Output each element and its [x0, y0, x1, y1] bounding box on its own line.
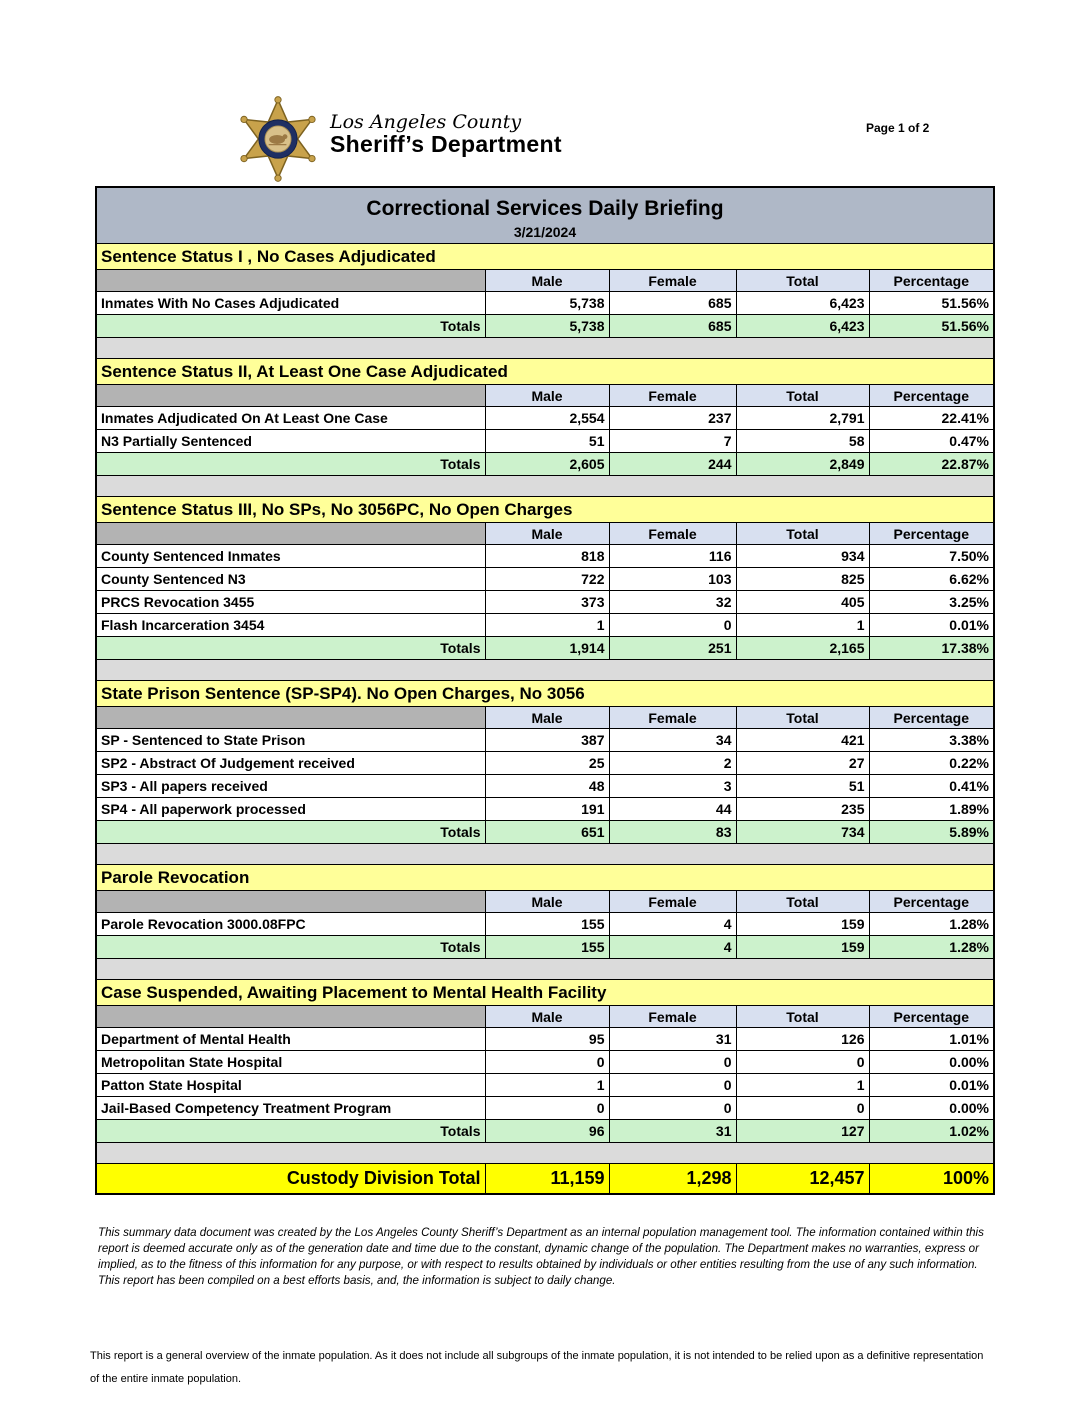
grand-total-total: 12,457 — [736, 1164, 869, 1195]
section-header — [96, 681, 994, 707]
cell-male: 1 — [485, 1074, 609, 1097]
column-header-percentage: Percentage — [869, 891, 994, 913]
cell-female: 237 — [609, 407, 736, 430]
totals-label: Totals — [96, 637, 485, 660]
column-header-corner — [96, 1006, 485, 1028]
grand-total-female: 1,298 — [609, 1164, 736, 1195]
cell-male: 387 — [485, 729, 609, 752]
grand-total-label: Custody Division Total — [96, 1164, 485, 1195]
totals-percentage: 5.89% — [869, 821, 994, 844]
row-label: Metropolitan State Hospital — [96, 1051, 485, 1074]
totals-label: Totals — [96, 1120, 485, 1143]
disclaimer-text: This summary data document was created by the Los Angeles County Sheriff’s Department as an internal population management tool. The information contained within this report is deemed accurate only as of the generation date and time due to the constant, dynamic change of the population. The Department makes no warranties, express or implied, as to the fitness of this information for any purpose, or with respect to results obtained by individuals or other entities resulting from the use of any such information. This report has been compiled on a best efforts basis, and, the information is subject to daily change. — [98, 1226, 984, 1287]
cell-total: 159 — [736, 913, 869, 936]
column-header-percentage: Percentage — [869, 270, 994, 292]
column-header-male: Male — [485, 523, 609, 545]
totals-row — [96, 453, 994, 476]
totals-female: 83 — [609, 821, 736, 844]
totals-label: Totals — [96, 821, 485, 844]
table-row — [96, 614, 994, 637]
totals-male: 651 — [485, 821, 609, 844]
spacer-row — [96, 1143, 994, 1164]
table-row — [96, 591, 994, 614]
totals-label: Totals — [96, 453, 485, 476]
cell-male: 191 — [485, 798, 609, 821]
cell-total: 6,423 — [736, 292, 869, 315]
spacer-cell — [96, 844, 994, 865]
cell-percentage: 0.01% — [869, 614, 994, 637]
cell-percentage: 1.01% — [869, 1028, 994, 1051]
cell-total: 126 — [736, 1028, 869, 1051]
briefing-table — [95, 186, 995, 1195]
table-row — [96, 407, 994, 430]
totals-percentage: 1.02% — [869, 1120, 994, 1143]
row-label: Inmates Adjudicated On At Least One Case — [96, 407, 485, 430]
totals-row — [96, 821, 994, 844]
page-header — [0, 0, 1088, 186]
table-row — [96, 292, 994, 315]
cell-percentage: 3.25% — [869, 591, 994, 614]
totals-male: 1,914 — [485, 637, 609, 660]
cell-total: 0 — [736, 1051, 869, 1074]
column-header-corner — [96, 891, 485, 913]
cell-percentage: 0.41% — [869, 775, 994, 798]
section-header — [96, 244, 994, 270]
column-header-male: Male — [485, 385, 609, 407]
report-title-band — [96, 187, 994, 244]
cell-percentage: 3.38% — [869, 729, 994, 752]
cell-male: 48 — [485, 775, 609, 798]
cell-percentage: 22.41% — [869, 407, 994, 430]
totals-total: 127 — [736, 1120, 869, 1143]
grand-total-male: 11,159 — [485, 1164, 609, 1195]
spacer-cell — [96, 476, 994, 497]
cell-percentage: 0.00% — [869, 1051, 994, 1074]
column-header-row — [96, 385, 994, 407]
cell-total: 0 — [736, 1097, 869, 1120]
cell-female: 7 — [609, 430, 736, 453]
table-row — [96, 729, 994, 752]
cell-total: 27 — [736, 752, 869, 775]
cell-percentage: 51.56% — [869, 292, 994, 315]
cell-total: 825 — [736, 568, 869, 591]
column-header-row — [96, 270, 994, 292]
cell-total: 58 — [736, 430, 869, 453]
totals-total: 6,423 — [736, 315, 869, 338]
cell-total: 51 — [736, 775, 869, 798]
agency-department-line: Sheriff’s Department — [330, 131, 562, 157]
column-header-row — [96, 523, 994, 545]
cell-female: 0 — [609, 1051, 736, 1074]
cell-male: 155 — [485, 913, 609, 936]
column-header-total: Total — [736, 707, 869, 729]
table-row — [96, 1074, 994, 1097]
column-header-row — [96, 891, 994, 913]
row-label: N3 Partially Sentenced — [96, 430, 485, 453]
totals-label: Totals — [96, 936, 485, 959]
row-label: SP - Sentenced to State Prison — [96, 729, 485, 752]
column-header-corner — [96, 523, 485, 545]
totals-female: 251 — [609, 637, 736, 660]
column-header-total: Total — [736, 891, 869, 913]
cell-female: 0 — [609, 1074, 736, 1097]
cell-total: 1 — [736, 614, 869, 637]
totals-total: 734 — [736, 821, 869, 844]
column-header-corner — [96, 707, 485, 729]
column-header-male: Male — [485, 270, 609, 292]
row-label: Department of Mental Health — [96, 1028, 485, 1051]
column-header-row — [96, 707, 994, 729]
cell-female: 103 — [609, 568, 736, 591]
totals-total: 159 — [736, 936, 869, 959]
agency-brand — [236, 96, 562, 187]
spacer-cell — [96, 338, 994, 359]
totals-female: 31 — [609, 1120, 736, 1143]
totals-label: Totals — [96, 315, 485, 338]
cell-percentage: 0.01% — [869, 1074, 994, 1097]
cell-male: 5,738 — [485, 292, 609, 315]
table-row — [96, 752, 994, 775]
table-row — [96, 545, 994, 568]
totals-row — [96, 315, 994, 338]
column-header-male: Male — [485, 707, 609, 729]
section-header — [96, 359, 994, 385]
totals-female: 685 — [609, 315, 736, 338]
cell-female: 0 — [609, 1097, 736, 1120]
row-label: Parole Revocation 3000.08FPC — [96, 913, 485, 936]
totals-male: 5,738 — [485, 315, 609, 338]
cell-total: 2,791 — [736, 407, 869, 430]
cell-female: 32 — [609, 591, 736, 614]
cell-female: 4 — [609, 913, 736, 936]
totals-male: 2,605 — [485, 453, 609, 476]
cell-female: 34 — [609, 729, 736, 752]
column-header-female: Female — [609, 270, 736, 292]
totals-percentage: 51.56% — [869, 315, 994, 338]
column-header-female: Female — [609, 385, 736, 407]
totals-percentage: 17.38% — [869, 637, 994, 660]
section-title: State Prison Sentence (SP-SP4). No Open Charges, No 3056 — [96, 681, 994, 707]
column-header-female: Female — [609, 523, 736, 545]
section-title: Parole Revocation — [96, 865, 994, 891]
cell-total: 421 — [736, 729, 869, 752]
cell-percentage: 0.22% — [869, 752, 994, 775]
cell-female: 44 — [609, 798, 736, 821]
column-header-male: Male — [485, 891, 609, 913]
totals-total: 2,849 — [736, 453, 869, 476]
cell-female: 3 — [609, 775, 736, 798]
cell-percentage: 1.89% — [869, 798, 994, 821]
cell-female: 116 — [609, 545, 736, 568]
cell-total: 235 — [736, 798, 869, 821]
row-label: County Sentenced N3 — [96, 568, 485, 591]
section-title: Sentence Status I , No Cases Adjudicated — [96, 244, 994, 270]
overview-footnote-text: This report is a general overview of the inmate population. As it does not include all subgroups of the inmate population, it is not intended to be relied upon as a definitive representation of the entire inmate population. — [90, 1349, 984, 1386]
table-row — [96, 1028, 994, 1051]
section-header — [96, 865, 994, 891]
spacer-cell — [96, 660, 994, 681]
cell-percentage: 0.00% — [869, 1097, 994, 1120]
cell-female: 31 — [609, 1028, 736, 1051]
report-date: 3/21/2024 — [513, 223, 577, 240]
cell-male: 818 — [485, 545, 609, 568]
section-header — [96, 497, 994, 523]
totals-row — [96, 1120, 994, 1143]
column-header-female: Female — [609, 891, 736, 913]
totals-percentage: 1.28% — [869, 936, 994, 959]
grand-total-percentage: 100% — [869, 1164, 994, 1195]
totals-total: 2,165 — [736, 637, 869, 660]
column-header-percentage: Percentage — [869, 523, 994, 545]
column-header-total: Total — [736, 523, 869, 545]
page-number-label: Page 1 of 2 — [866, 121, 930, 135]
cell-male: 2,554 — [485, 407, 609, 430]
column-header-male: Male — [485, 1006, 609, 1028]
column-header-corner — [96, 385, 485, 407]
cell-percentage: 7.50% — [869, 545, 994, 568]
table-row — [96, 1051, 994, 1074]
table-row — [96, 798, 994, 821]
totals-row — [96, 936, 994, 959]
column-header-total: Total — [736, 1006, 869, 1028]
report-title: Correctional Services Daily Briefing — [366, 196, 724, 220]
cell-male: 373 — [485, 591, 609, 614]
spacer-cell — [96, 1143, 994, 1164]
cell-percentage: 1.28% — [869, 913, 994, 936]
spacer-row — [96, 660, 994, 681]
column-header-corner — [96, 270, 485, 292]
cell-female: 2 — [609, 752, 736, 775]
section-title: Sentence Status III, No SPs, No 3056PC, No Open Charges — [96, 497, 994, 523]
row-label: Inmates With No Cases Adjudicated — [96, 292, 485, 315]
agency-county-line: Los Angeles County — [330, 111, 522, 133]
spacer-row — [96, 844, 994, 865]
cell-male: 1 — [485, 614, 609, 637]
table-row — [96, 568, 994, 591]
section-header — [96, 980, 994, 1006]
row-label: Flash Incarceration 3454 — [96, 614, 485, 637]
totals-male: 155 — [485, 936, 609, 959]
cell-male: 0 — [485, 1051, 609, 1074]
totals-female: 244 — [609, 453, 736, 476]
sheriff-star-badge-icon — [236, 96, 320, 187]
cell-total: 1 — [736, 1074, 869, 1097]
cell-male: 95 — [485, 1028, 609, 1051]
totals-female: 4 — [609, 936, 736, 959]
totals-male: 96 — [485, 1120, 609, 1143]
agency-name — [330, 96, 562, 156]
section-title: Case Suspended, Awaiting Placement to Mental Health Facility — [96, 980, 994, 1006]
spacer-row — [96, 476, 994, 497]
column-header-total: Total — [736, 270, 869, 292]
column-header-female: Female — [609, 707, 736, 729]
column-header-percentage: Percentage — [869, 707, 994, 729]
cell-percentage: 6.62% — [869, 568, 994, 591]
cell-male: 722 — [485, 568, 609, 591]
spacer-cell — [96, 959, 994, 980]
cell-female: 0 — [609, 614, 736, 637]
row-label: County Sentenced Inmates — [96, 545, 485, 568]
grand-total-row — [96, 1164, 994, 1195]
row-label: SP3 - All papers received — [96, 775, 485, 798]
row-label: SP2 - Abstract Of Judgement received — [96, 752, 485, 775]
table-row — [96, 913, 994, 936]
column-header-female: Female — [609, 1006, 736, 1028]
column-header-percentage: Percentage — [869, 385, 994, 407]
cell-percentage: 0.47% — [869, 430, 994, 453]
table-row — [96, 775, 994, 798]
spacer-row — [96, 959, 994, 980]
spacer-row — [96, 338, 994, 359]
cell-male: 0 — [485, 1097, 609, 1120]
row-label: SP4 - All paperwork processed — [96, 798, 485, 821]
totals-row — [96, 637, 994, 660]
row-label: Jail-Based Competency Treatment Program — [96, 1097, 485, 1120]
table-row — [96, 1097, 994, 1120]
row-label: PRCS Revocation 3455 — [96, 591, 485, 614]
column-header-total: Total — [736, 385, 869, 407]
column-header-row — [96, 1006, 994, 1028]
cell-total: 934 — [736, 545, 869, 568]
cell-female: 685 — [609, 292, 736, 315]
table-row — [96, 430, 994, 453]
row-label: Patton State Hospital — [96, 1074, 485, 1097]
totals-percentage: 22.87% — [869, 453, 994, 476]
cell-total: 405 — [736, 591, 869, 614]
cell-male: 25 — [485, 752, 609, 775]
cell-male: 51 — [485, 430, 609, 453]
column-header-percentage: Percentage — [869, 1006, 994, 1028]
section-title: Sentence Status II, At Least One Case Adjudicated — [96, 359, 994, 385]
